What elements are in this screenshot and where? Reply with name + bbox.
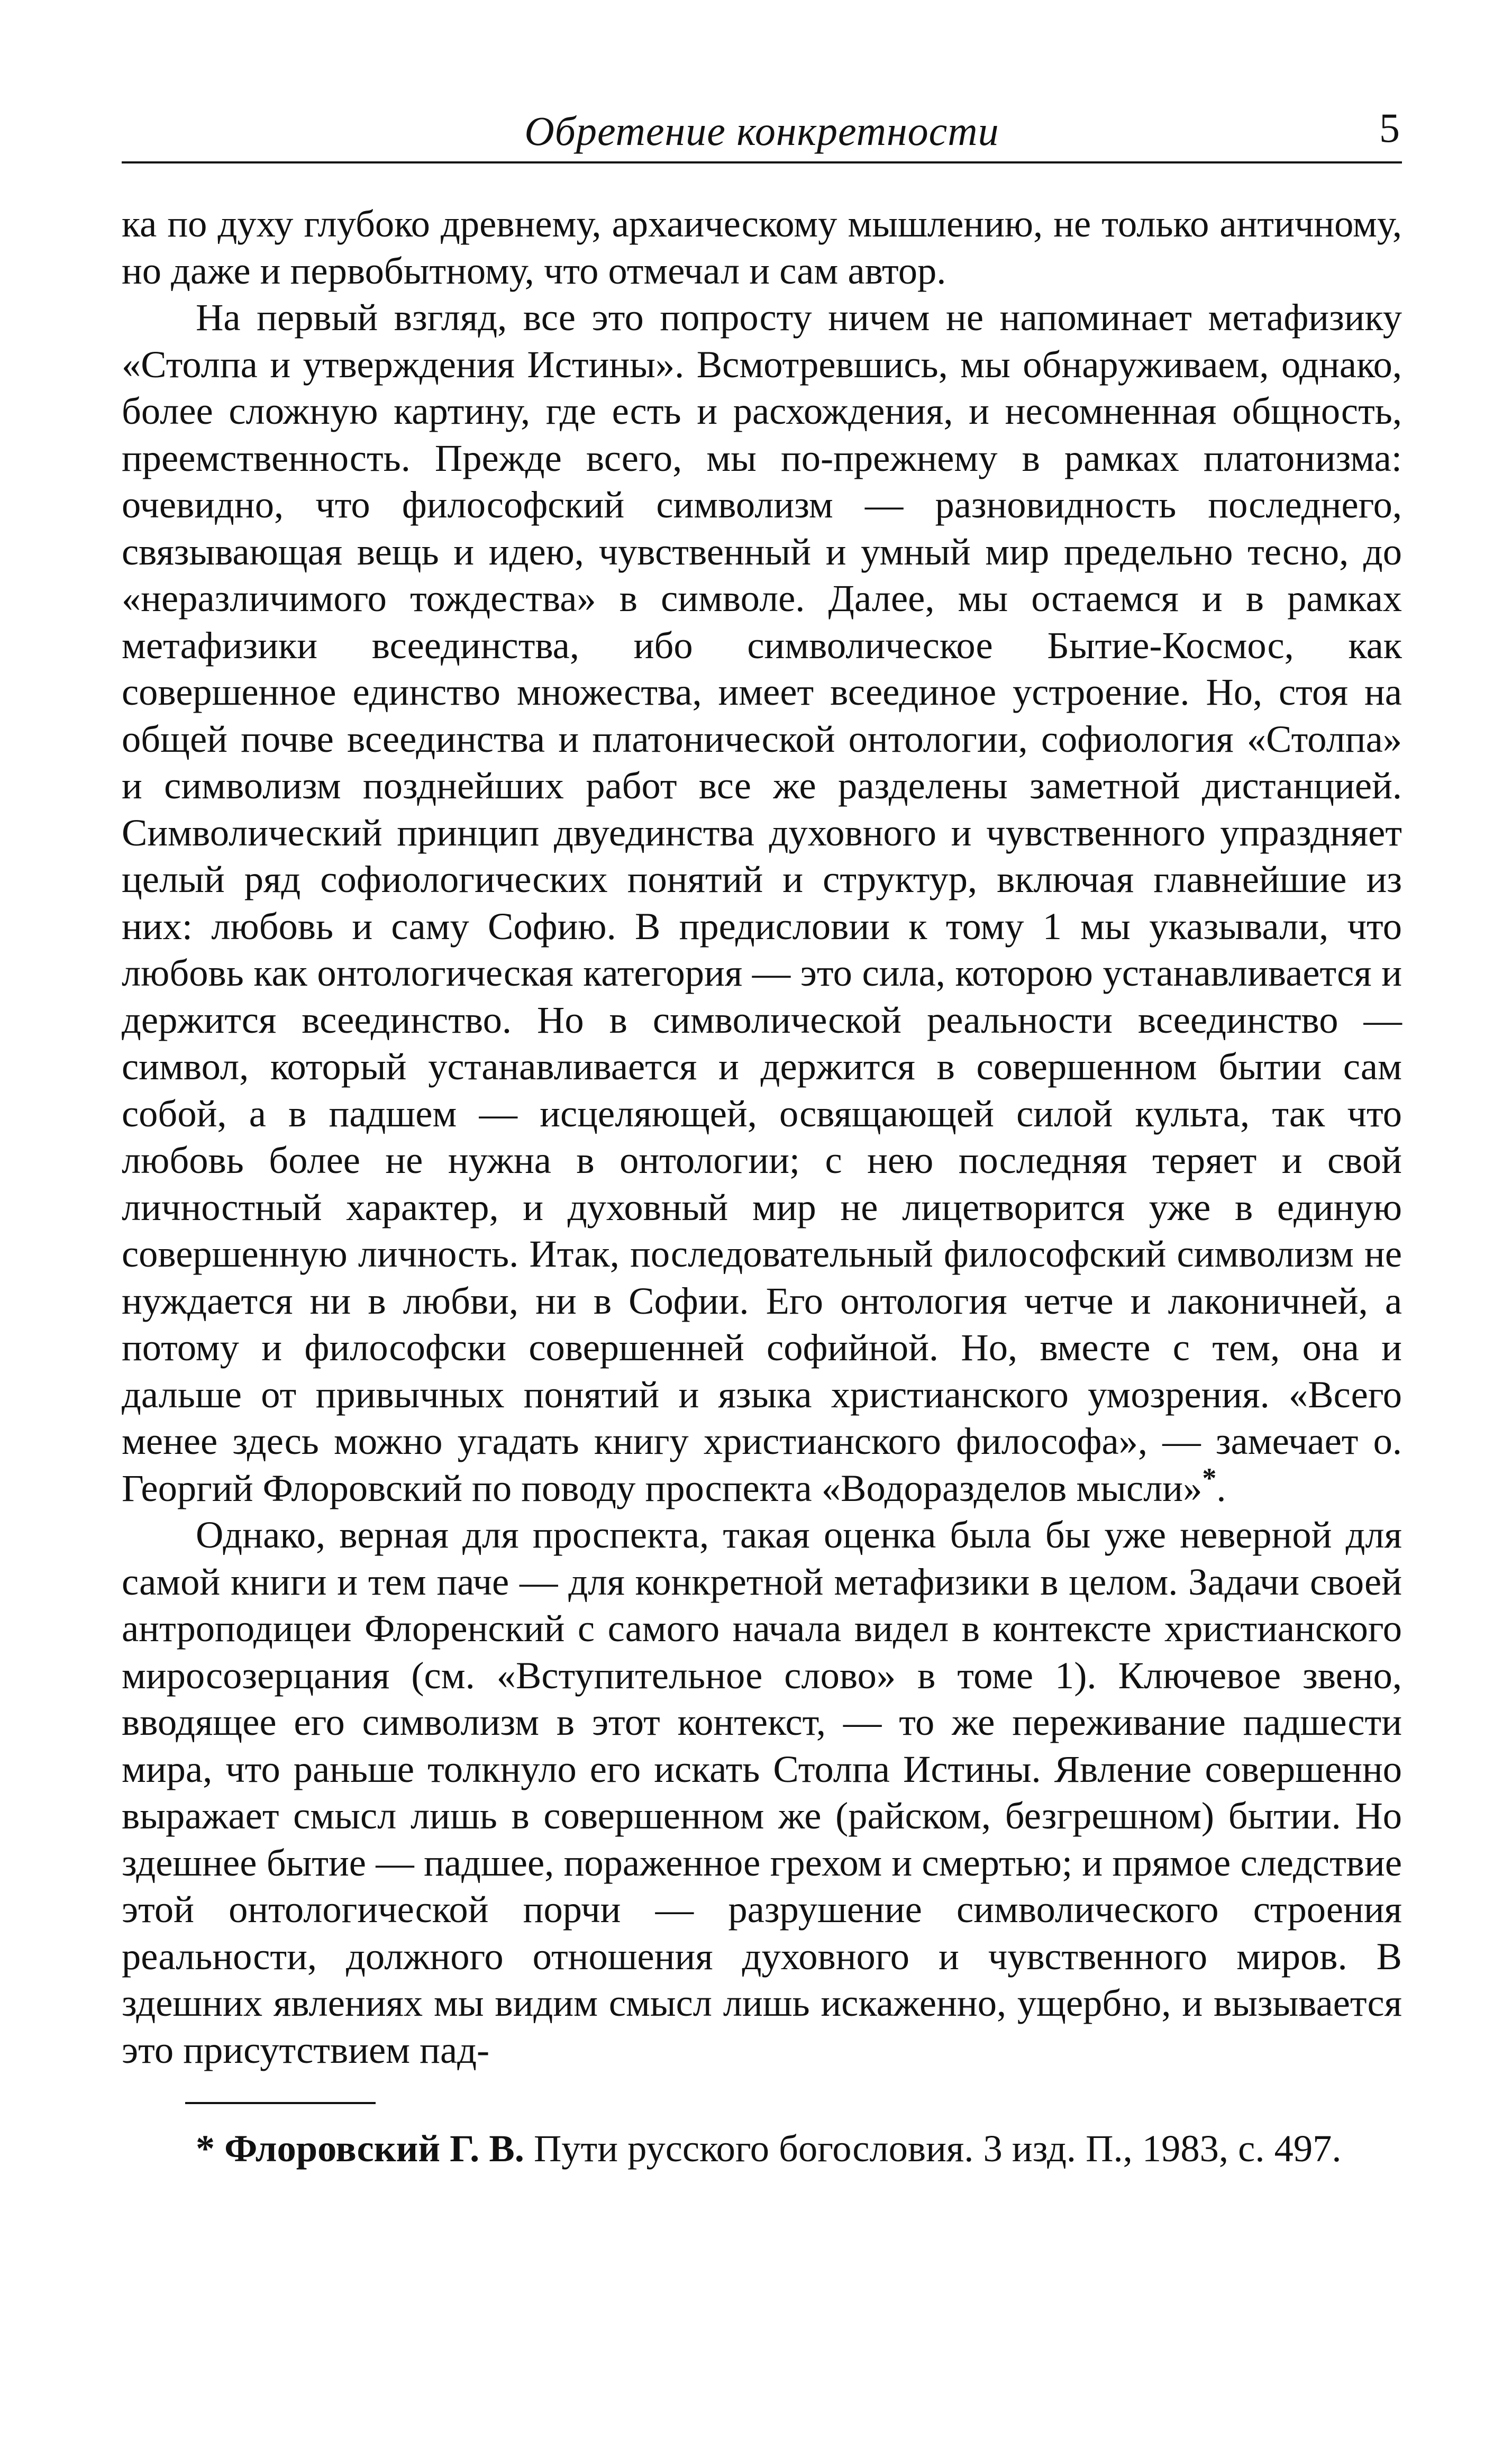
footnote-author: Флоровский Г. В. (224, 2127, 524, 2170)
paragraph-platonism (122, 294, 1402, 1512)
book-page (122, 93, 1402, 2172)
paragraph-platonism-end: . (1216, 1466, 1226, 1509)
footnote (122, 2125, 1402, 2172)
footnote-text: Пути русского богословия. 3 изд. П., 1983, с. 497. (524, 2127, 1342, 2170)
paragraph-continuation: ка по духу глубоко древнему, архаическому мышлению, не только античному, но даже и первобытному, что отмечал и сам автор. (122, 202, 1402, 292)
footnote-reference-mark: * (1202, 1462, 1217, 1494)
paragraph-platonism-text: На первый взгляд, все это попросту ничем не напоминает метафизику «Столпа и утверждения Истины». Всмотревшись, мы обнаруживаем, однако, более сложную картину, где есть и расхождения, и несомненная общность, преемственность. Прежде всего, мы по-прежнему в рамках платонизма: очевидно, что философский символизм — разновидность последнего, связывающая вещь и идею, чувственный и умный мир предельно тесно, до «неразличимого тождества» в символе. Далее, мы остаемся и в рамках метафизики всеединства, ибо символическое Бытие-Космос, как совершенное единство множества, имеет всеединое устроение. Но, стоя на общей почве всеединства и платонической онтологии, софиология «Столпа» и символизм позднейших работ все же разделены заметной дистанцией. Символический принцип двуединства духовного и чувственного упраздняет целый ряд софиологических понятий и структур, включая главнейшие из них: любовь и саму Софию. В предисловии к тому 1 мы указывали, что любовь как онтологическая категория — это сила, которою устанавливается и держится всеединство. Но в символической реальности всеединство — символ, который устанавливается и держится в совершенном бытии сам собой, а в падшем — исцеляющей, освящающей силой культа, так что любовь более не нужна в онтологии; с нею последняя теряет и свой личностный характер, и духовный мир не лицетворится уже в единую совершенную личность. Итак, последовательный философский символизм не нуждается ни в любви, ни в Софии. Его онтология четче и лаконичней, а потому и философски совершенней софийной. Но, вместе с тем, она и дальше от привычных понятий и языка христианского умозрения. «Всего менее здесь можно угадать книгу христианского философа», — замечает о. Георгий Флоровский по поводу проспекта «Водоразделов мысли» (122, 296, 1402, 1509)
footnote-divider (185, 2102, 376, 2104)
body-text (122, 201, 1402, 2073)
page-number: 5 (1379, 105, 1400, 151)
running-title: Обретение конкретности (524, 108, 999, 154)
footnote-mark: * (196, 2127, 215, 2170)
paragraph-anthropodicy: Однако, верная для проспекта, такая оценка была бы уже неверной для самой книги и тем паче — для конкретной метафизики в целом. Задачи своей антроподицеи Флоренский с самого начала видел в контексте христианского миросозерцания (см. «Вступительное слово» в томе 1). Ключевое звено, вводящее его символизм в этот контекст, — то же переживание падшести мира, что раньше толкнуло его искать Столпа Истины. Явление совершенно выражает смысл лишь в совершенном же (райском, безгрешном) бытии. Но здешнее бытие — падшее, пораженное грехом и смертью; и прямое следствие этой онтологической порчи — разрушение символического строения реальности, должного отношения духовного и чувственного миров. В здешних явлениях мы видим смысл лишь искаженно, ущербно, и вызывается это присутствием пад- (122, 1513, 1402, 2071)
running-head (122, 93, 1402, 163)
